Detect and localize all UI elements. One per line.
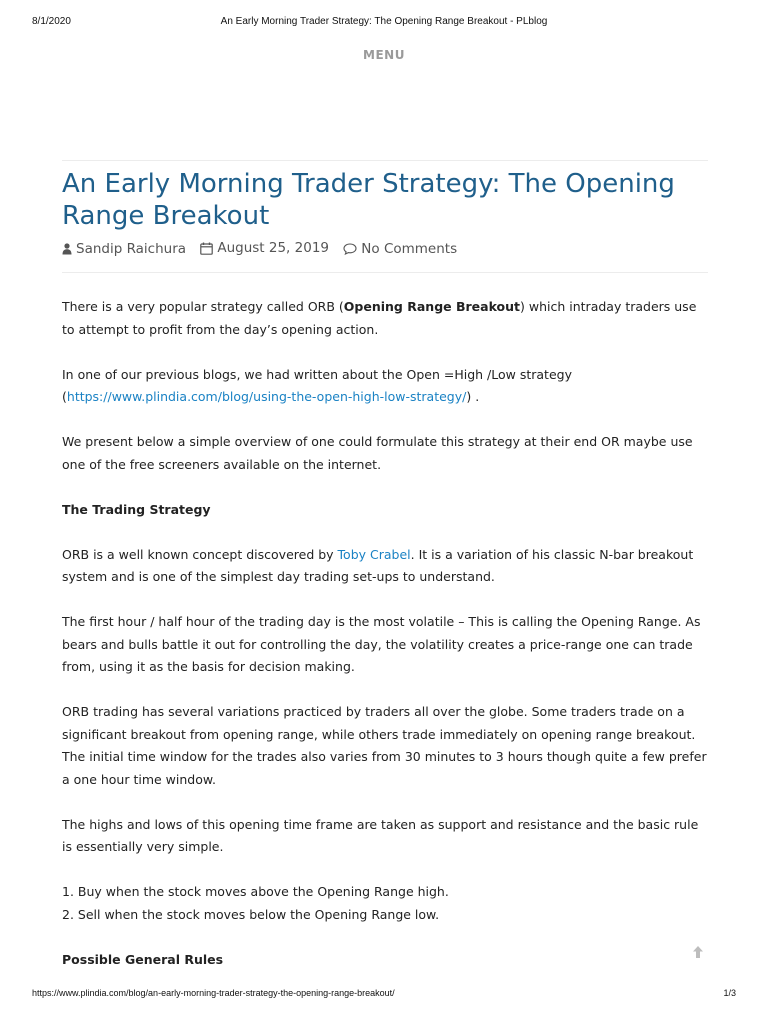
calendar-icon (200, 242, 213, 255)
paragraph: ORB is a well known concept discovered by Toby Crabel. It is a variation of his classic N-bar breakout system and is one of the simplest day trading set-ups to understand. (62, 546, 694, 584)
section-heading: Possible General Rules (62, 951, 224, 967)
post-date-text: August 25, 2019 (217, 240, 329, 256)
print-url: https://www.plindia.com/blog/an-early-morning-trader-strategy-the-opening-range-breakout/ (32, 988, 395, 998)
comments-link[interactable] (343, 241, 457, 257)
user-icon (62, 243, 72, 255)
paragraph: ORB trading has several variations practiced by traders all over the globe. Some traders trade on a significant breakout from opening range, while others trade immediately on opening range breakout. The initial time window for the trades also varies from 30 minutes to 3 hours though quite a few prefer a one hour time window. (62, 704, 707, 787)
print-date: 8/1/2020 (32, 16, 71, 27)
arrow-up-icon (690, 944, 706, 960)
paragraph: In one of our previous blogs, we had written about the Open =High /Low strategy (https://www.plindia.com/blog/using-the-open-high-low-strategy/) . (62, 366, 572, 404)
post-content (62, 296, 710, 994)
divider (62, 160, 708, 161)
post-title: An Early Morning Trader Strategy: The Opening Range Breakout (62, 169, 675, 231)
bold-term: Opening Range Breakout (343, 299, 521, 314)
author-name: Sandip Raichura (76, 240, 187, 257)
print-page-title: An Early Morning Trader Strategy: The Opening Range Breakout - PLblog (220, 16, 548, 27)
toby-crabel-link[interactable]: Toby Crabel (337, 546, 411, 562)
open-high-low-link[interactable]: https://www.plindia.com/blog/using-the-open-high-low-strategy/ (66, 389, 467, 404)
paragraph: The first hour / half hour of the trading day is the most volatile – This is calling the Opening Range. As bears and bulls battle it out for controlling the day, the volatility creates a price-range one can trade from, using it as the basis for decision making. (62, 614, 701, 674)
post-meta (62, 240, 467, 259)
print-footer (32, 988, 736, 1002)
author-link[interactable] (62, 241, 186, 257)
divider (62, 272, 708, 273)
post-date (200, 240, 329, 256)
section-heading: The Trading Strategy (62, 501, 211, 517)
paragraph: The highs and lows of this opening time frame are taken as support and resistance and the basic rule is essentially very simple. (62, 816, 699, 854)
menu-button[interactable]: MENU (363, 48, 405, 62)
paragraph: We present below a simple overview of one could formulate this strategy at their end OR maybe use one of the free screeners available on the internet. (62, 434, 693, 472)
page-number: 1/3 (723, 988, 736, 998)
rule-item: 1. Buy when the stock moves above the Opening Range high. (62, 884, 449, 899)
rule-item: 2. Sell when the stock moves below the Opening Range low. (62, 906, 440, 922)
scroll-to-top-button[interactable] (690, 944, 706, 960)
paragraph: There is a very popular strategy called ORB (Opening Range Breakout) which intraday traders use to attempt to profit from the day’s opening action. (62, 299, 697, 337)
comment-icon (343, 243, 357, 255)
comments-count: No Comments (361, 240, 458, 257)
print-header (32, 16, 736, 30)
